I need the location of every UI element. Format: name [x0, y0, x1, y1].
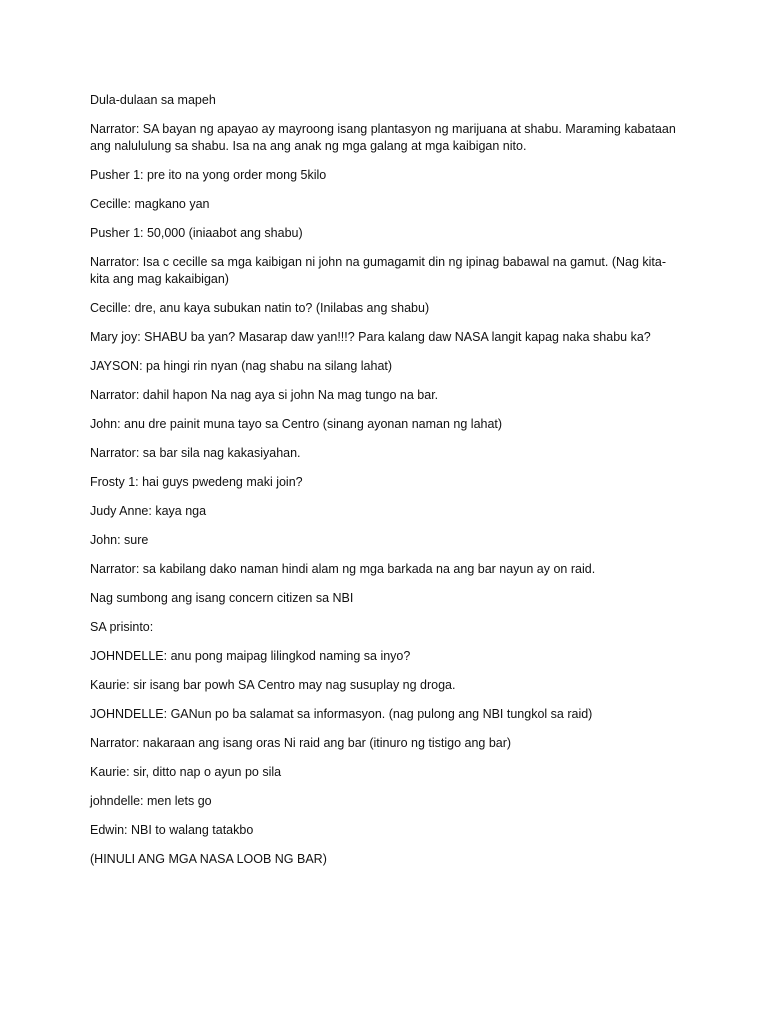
script-line-narrator: Narrator: sa bar sila nag kakasiyahan.	[90, 446, 301, 460]
script-line-narrator: Narrator: sa kabilang dako naman hindi alam ng mga barkada na ang bar nayun ay on raid.	[90, 562, 596, 576]
script-line: Cecille: magkano yan	[90, 197, 210, 211]
script-line: Kaurie: sir, ditto nap o ayun po sila	[90, 765, 282, 779]
script-line: John: anu dre painit muna tayo sa Centro (sinang ayonan naman ng lahat)	[90, 417, 503, 431]
script-line: Judy Anne: kaya nga	[90, 504, 207, 518]
script-line-narrator: Narrator: dahil hapon Na nag aya si john Na mag tungo na bar.	[90, 388, 439, 402]
script-line-narrator: Narrator: Isa c cecille sa mga kaibigan ni john na gumagamit din ng ipinag babawal na gamut. (Nag kita-kita ang mag kakaibigan)	[90, 255, 667, 286]
document-body	[90, 92, 680, 880]
script-line: Nag sumbong ang isang concern citizen sa NBI	[90, 591, 354, 605]
script-line-narrator: Narrator: SA bayan ng apayao ay mayroong isang plantasyon ng marijuana at shabu. Maraming kabataan ang nalululung sa shabu. Isa na ang anak ng mga galang at mga kaibigan nito.	[90, 122, 676, 153]
script-line: Mary joy: SHABU ba yan? Masarap daw yan!!!? Para kalang daw NASA langit kapag naka shabu ka?	[90, 330, 651, 344]
script-line-narrator: Narrator: nakaraan ang isang oras Ni raid ang bar (itinuro ng tistigo ang bar)	[90, 736, 512, 750]
script-line: Pusher 1: pre ito na yong order mong 5kilo	[90, 168, 327, 182]
script-line: JOHNDELLE: anu pong maipag lilingkod naming sa inyo?	[90, 649, 411, 663]
script-line: JAYSON: pa hingi rin nyan (nag shabu na silang lahat)	[90, 359, 393, 373]
stage-direction: (HINULI ANG MGA NASA LOOB NG BAR)	[90, 852, 327, 866]
script-line: Pusher 1: 50,000 (iniaabot ang shabu)	[90, 226, 303, 240]
script-line: Cecille: dre, anu kaya subukan natin to? (Inilabas ang shabu)	[90, 301, 430, 315]
scene-heading: SA prisinto:	[90, 620, 154, 634]
script-line: JOHNDELLE: GANun po ba salamat sa informasyon. (nag pulong ang NBI tungkol sa raid)	[90, 707, 593, 721]
script-line: John: sure	[90, 533, 149, 547]
script-line: Edwin: NBI to walang tatakbo	[90, 823, 254, 837]
script-line: Frosty 1: hai guys pwedeng maki join?	[90, 475, 303, 489]
document-title: Dula-dulaan sa mapeh	[90, 93, 216, 107]
script-line: Kaurie: sir isang bar powh SA Centro may nag susuplay ng droga.	[90, 678, 456, 692]
script-line: johndelle: men lets go	[90, 794, 212, 808]
